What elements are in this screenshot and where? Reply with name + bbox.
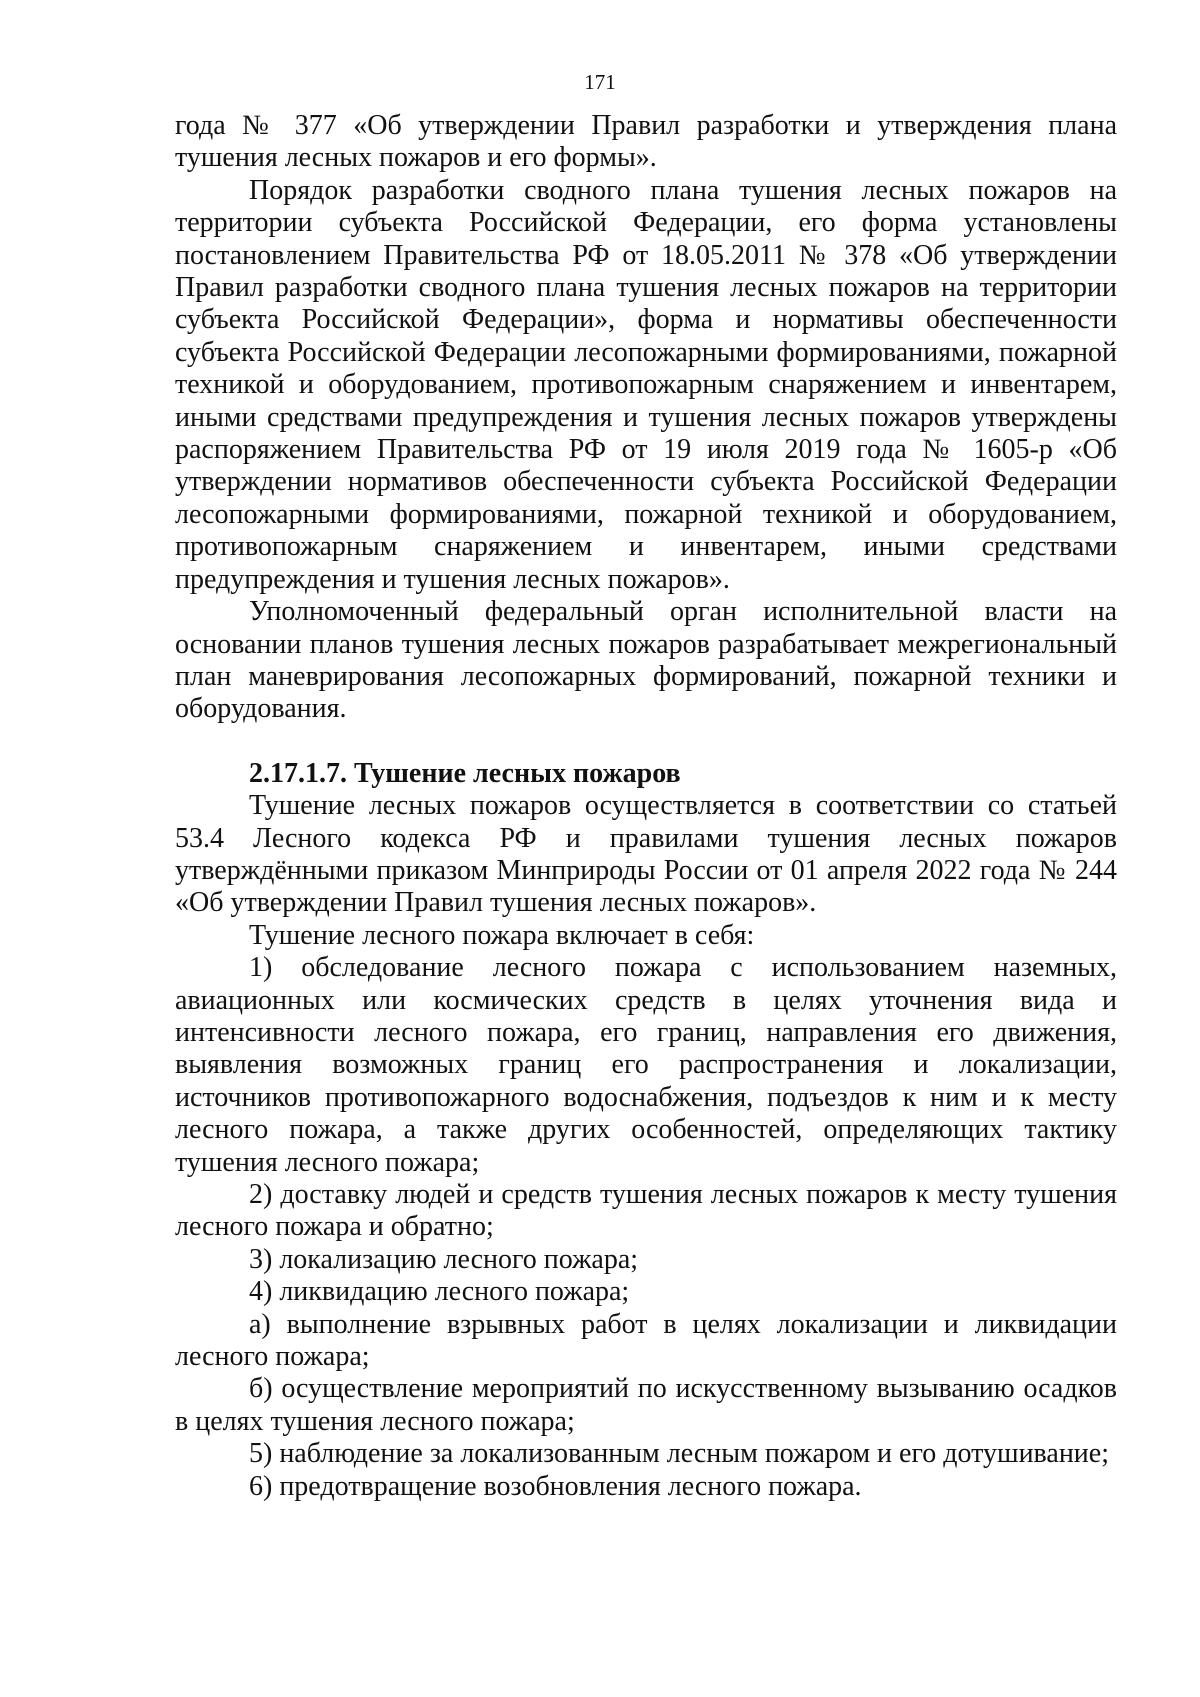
page-number: 171 (584, 70, 616, 94)
list-subitem: а) выполнение взрывных работ в целях локализации и ликвидации лесного пожара; (175, 1308, 1117, 1373)
list-item: 4) ликвидацию лесного пожара; (249, 1276, 630, 1308)
list-item: 1) обследование лесного пожара с использованием наземных, авиационных или космических средств в целях уточнения вида и интенсивности лесного пожара, его границ, направления его движения, выявления возможных границ его распространения и локализации, источников противопожарного водоснабжения, подъездов к ним и к месту лесного пожара, а также других особенностей, определяющих тактику тушения лесного пожара; (175, 952, 1117, 1178)
paragraph-continuation: года № 377 «Об утверждении Правил разработки и утверждения плана тушения лесных пожаров и его формы». (175, 110, 1117, 174)
list-item: 2) доставку людей и средств тушения лесных пожаров к месту тушения лесного пожара и обратно; (175, 1179, 1117, 1243)
list-item: 5) наблюдение за локализованным лесным пожаром и его дотушивание; (249, 1438, 1110, 1470)
paragraph: Тушение лесного пожара включает в себя: (249, 919, 755, 951)
paragraph: Уполномоченный федеральный орган исполнительной власти на основании планов тушения лесных пожаров разрабатывает межрегиональный план маневрирования лесопожарных формирований, пожарной техники и оборудования. (175, 596, 1117, 725)
list-subitem: б) осуществление мероприятий по искусственному вызыванию осадков в целях тушения лесного пожара; (175, 1373, 1117, 1437)
paragraph: Порядок разработки сводного плана тушения лесных пожаров на территории субъекта Российской Федерации, его форма установлены постановлением Правительства РФ от 18.05.2011 № 378 «Об утверждении Правил разработки сводного плана тушения лесных пожаров на территории субъекта Российской Федерации», форма и нормативы обеспеченности субъекта Российской Федерации лесопожарными формированиями, пожарной техникой и оборудованием, противопожарным снаряжением и инвентарем, иными средствами предупреждения и тушения лесных пожаров утверждены распоряжением Правительства РФ от 19 июля 2019 года № 1605-р «Об утверждении нормативов обеспеченности субъекта Российской Федерации лесопожарными формированиями, пожарной техникой и оборудованием, противопожарным снаряжением и инвентарем, иными средствами предупреждения и тушения лесных пожаров». (175, 174, 1117, 595)
list-item: 3) локализацию лесного пожара; (249, 1243, 639, 1275)
paragraph: Тушение лесных пожаров осуществляется в соответствии со статьей 53.4 Лесного кодекса РФ и правилами тушения лесных пожаров утверждёнными приказом Минприроды России от 01 апреля 2022 года № 244 «Об утверждении Правил тушения лесных пожаров». (175, 790, 1117, 919)
section-heading: 2.17.1.7. Тушение лесных пожаров (249, 757, 681, 789)
document-body (175, 110, 1117, 1503)
list-item: 6) предотвращение возобновления лесного пожара. (249, 1470, 862, 1502)
